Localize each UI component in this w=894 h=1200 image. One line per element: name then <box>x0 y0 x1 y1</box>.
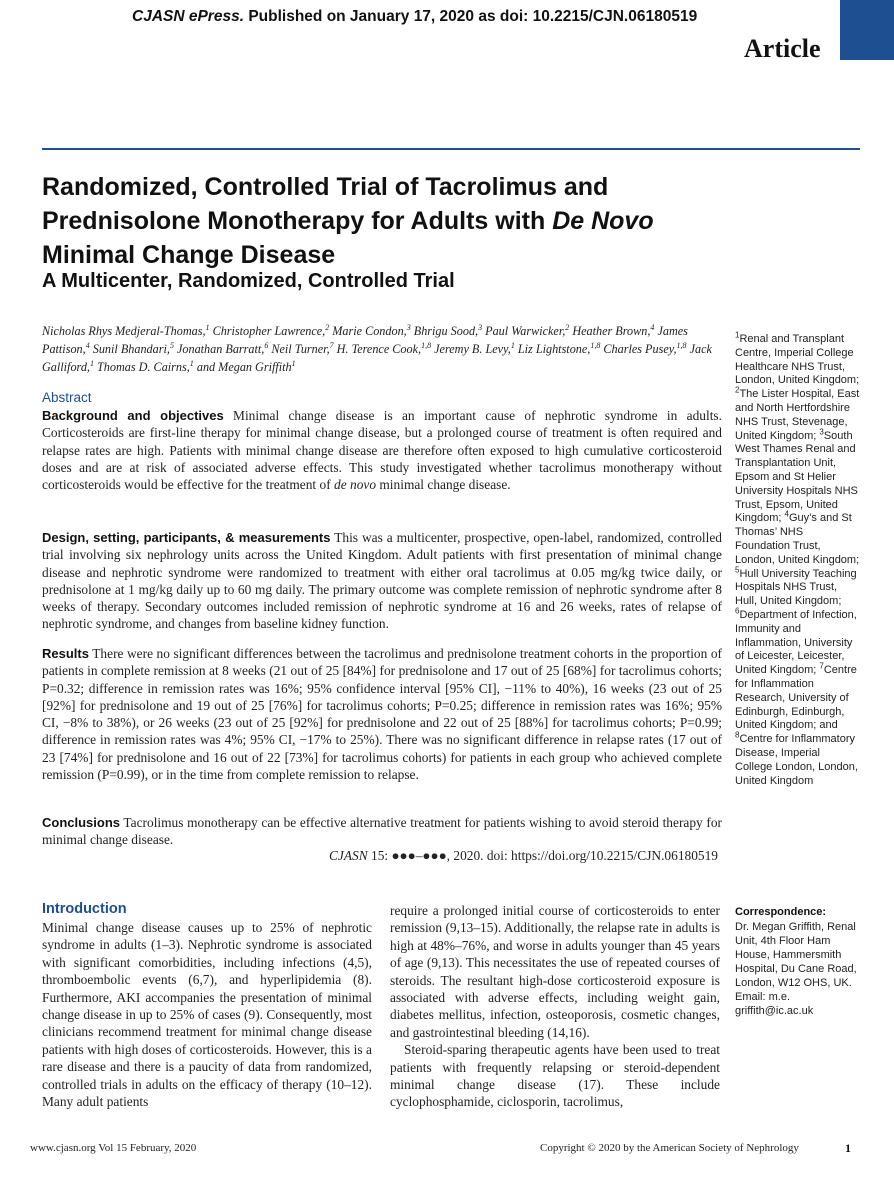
conclusions-text: Tacrolimus monotherapy can be effective alternative treatment for patients wishing to avoid steroid therapy for minimal change disease. <box>42 815 722 848</box>
author-affiliation-number: 1 <box>189 358 194 368</box>
author-name: and Megan Griffith <box>196 360 292 374</box>
epress-journal: CJASN ePress. <box>132 8 245 25</box>
conclusions-label: Conclusions <box>42 815 121 830</box>
citation-journal: CJASN <box>328 848 368 863</box>
page-number: 1 <box>845 1141 851 1155</box>
affiliation-number: 1 <box>735 330 740 340</box>
author-affiliation-number: 1,8 <box>590 340 601 350</box>
intro-col2-paragraph-1: require a prolonged initial course of corticosteroids to enter remission (9,13–15). Additionally, the relapse rate in adults is high at 48%–76%, and worse in adults younger than 45 years of age (9,13). This necessitates the use of repeated courses of steroids. The resultant high-dose corticosteroid exposure is associated with adverse effects, including weight gain, diabetes mellitus, infection, osteoporosis, cosmetic changes, and gastrointestinal bleeding (14,16). <box>390 903 720 1040</box>
author-name: Nicholas Rhys Medjeral-Thomas, <box>42 324 206 338</box>
introduction-heading: Introduction <box>42 901 127 917</box>
footer-journal-info: www.cjasn.org Vol 15 February, 2020 <box>30 1142 197 1154</box>
affiliation-number: 2 <box>735 385 740 395</box>
author-affiliation-number: 7 <box>329 340 334 350</box>
abstract-background <box>42 407 722 493</box>
author-affiliation-number: 1,8 <box>676 340 687 350</box>
header-divider <box>42 148 860 150</box>
intro-column-2 <box>390 902 720 1111</box>
epress-banner <box>132 8 697 26</box>
author-affiliation-number: 4 <box>85 340 90 350</box>
citation-rest: 15: ●●●–●●●, 2020. doi: https://doi.org/10.2215/CJN.06180519 <box>367 848 718 863</box>
background-label: Background and objectives <box>42 408 224 423</box>
intro-col1-paragraph: Minimal change disease causes up to 25% of nephrotic syndrome in adults (1–3). Nephrotic syndrome is associated with significant comorbidities, including infections (4,5), thromboembolic events (6,7), and hyperlipidemia (8). Furthermore, AKI accompanies the presentation of minimal change disease in up to 25% of cases (9). Consequently, most clinicians recommend treatment for minimal change disease patients with high doses of corticosteroids. However, this is a rare disease and there is a paucity of data from randomized, controlled trials in adults on the efficacy of therapy (10–12). Many adult patients <box>42 920 372 1110</box>
abstract-results <box>42 645 722 783</box>
author-name: Sunil Bhandari, <box>92 342 170 356</box>
author-affiliation-number: 6 <box>264 340 269 350</box>
title-line-2 <box>42 204 802 238</box>
design-text: This was a multicenter, prospective, open-label, randomized, controlled trial involving six nephrology units across the United Kingdom. Adult patients with first presentation of minimal change disease and nephrotic syndrome were randomized to treatment with either oral tacrolimus at 0.05 mg/kg twice daily, or prednisolone at 1 mg/kg daily up to 60 mg daily. The primary outcome was complete remission of nephrotic syndrome after 8 weeks of therapy. Secondary outcomes included remission of nephrotic syndrome at 16 and 26 weeks, rates of relapse of nephrotic syndrome, and changes from baseline kidney function. <box>42 530 722 632</box>
affiliation-number: 3 <box>819 426 824 436</box>
author-affiliation-number: 1,8 <box>421 340 432 350</box>
author-affiliation-number: 1 <box>205 322 210 332</box>
affiliation-number: 8 <box>735 730 740 740</box>
title-line-1: Randomized, Controlled Trial of Tacrolimus and <box>42 173 609 201</box>
author-name: Neil Turner, <box>271 342 330 356</box>
abstract-conclusions <box>42 814 722 849</box>
background-text: Minimal change disease is an important cause of nephrotic syndrome in adults. Corticosteroids are first-line therapy for minimal change disease, but a prolonged course of treatment is often required and relapse rates are high. Patients with minimal change disease are therefore often exposed to high cumulative corticosteroid doses and are at risk of associated adverse effects. This study investigated whether tacrolimus monotherapy without corticosteroids would be effective for the treatment of <box>42 408 722 493</box>
affiliation-number: 5 <box>735 564 740 574</box>
author-name: H. Terence Cook, <box>336 342 422 356</box>
author-name: Charles Pusey, <box>603 342 677 356</box>
author-name: Jeremy B. Levy, <box>434 342 511 356</box>
correspondence-text: Dr. Megan Griffith, Renal Unit, 4th Floor Ham House, Hammersmith Hospital, Du Cane Road, London, W12 OHS, UK. Email: m.e. griffith@ic.ac.uk <box>735 921 857 1017</box>
affiliation-text: Centre for Inflammatory Disease, Imperial College London, London, United Kingdom <box>735 733 858 787</box>
author-affiliation-number: 2 <box>565 322 570 332</box>
affiliation-text: Hull University Teaching Hospitals NHS Trust, Hull, United Kingdom; <box>735 567 857 608</box>
section-label: Article <box>744 34 821 63</box>
results-text: There were no significant differences between the tacrolimus and prednisolone treatment cohorts in the proportion of patients in complete remission at 8 weeks (21 out of 25 [84%] for prednisolone and 17 out of 25 [68%] for tacrolimus cohorts; P=0.32; difference in remission rates was 16%; 95% confidence interval [95% CI], −11% to 40%), 16 weeks (23 out of 25 [92%] for prednisolone and 19 out of 25 [76%] for tacrolimus cohorts; P=0.25; difference in remission rates was 16%; 95% CI, −8% to 38%), or 26 weeks (23 out of 25 [92%] for prednisolone and 22 out of 25 [88%] for tacrolimus cohorts; P=0.99; difference in remission rates was 4%; 95% CI, −17% to 25%). There was no significant difference in relapse rates (17 out of 23 [74%] for prednisolone and 16 out of 22 [73%] for tacrolimus cohorts) for patients in each group who achieved complete remission (P=0.99), or in the time from complete remission to relapse. <box>42 646 722 783</box>
author-affiliation-number: 1 <box>89 358 94 368</box>
author-name: Bhrigu Sood, <box>413 324 479 338</box>
title-line-3: Minimal Change Disease <box>42 241 336 269</box>
affiliation-text: Renal and Transplant Centre, Imperial College Healthcare NHS Trust, London, United Kingdom; <box>735 333 860 387</box>
author-list <box>42 322 732 376</box>
author-affiliation-number: 1 <box>510 340 515 350</box>
title-line-2-italic: De Novo <box>552 207 654 235</box>
affiliations <box>735 330 860 788</box>
article-title <box>42 170 802 272</box>
affiliation-text: South West Thames Renal and Transplantation Unit, Epsom and St Helier University Hospitals NHS Trust, Epsom, United Kingdom; <box>735 429 858 525</box>
author-name: James Pattison, <box>42 324 688 356</box>
affiliation-text: Guy’s and St Thomas’ NHS Foundation Trust, London, United Kingdom; <box>735 512 860 566</box>
intro-column-1 <box>42 919 372 1110</box>
author-name: Thomas D. Cairns, <box>97 360 190 374</box>
author-affiliation-number: 1 <box>291 358 296 368</box>
abstract-design <box>42 529 722 633</box>
author-name: Liz Lightstone, <box>517 342 591 356</box>
title-line-2-text: Prednisolone Monotherapy for Adults with <box>42 207 553 235</box>
author-name: Heather Brown, <box>572 324 651 338</box>
intro-col2-paragraph-2: Steroid-sparing therapeutic agents have been used to treat patients with frequently relapsing or steroid-dependent minimal change disease (17). These include cyclophosphamide, ciclosporin, tacrolimus, <box>390 1042 720 1110</box>
affiliation-text: Centre for Inflammation Research, University of Edinburgh, Edinburgh, United Kingdom; and <box>735 664 857 732</box>
author-name: Paul Warwicker, <box>485 324 566 338</box>
author-affiliation-number: 3 <box>478 322 483 332</box>
results-label: Results <box>42 646 89 661</box>
affiliation-number: 6 <box>735 606 740 616</box>
design-label: Design, setting, participants, & measurements <box>42 530 331 545</box>
footer-copyright: Copyright © 2020 by the American Society of Nephrology <box>540 1142 799 1154</box>
author-name: Jack Galliford, <box>42 342 712 374</box>
author-name: Marie Condon, <box>332 324 407 338</box>
article-subtitle: A Multicenter, Randomized, Controlled Trial <box>42 270 455 292</box>
background-italic: de novo <box>334 477 377 493</box>
author-name: Jonathan Barratt, <box>176 342 265 356</box>
author-affiliation-number: 2 <box>325 322 330 332</box>
background-end: minimal change disease. <box>376 477 511 493</box>
correspondence-heading: Correspondence: <box>735 906 827 918</box>
epress-published: Published on January 17, 2020 as doi: 10.2215/CJN.06180519 <box>244 8 698 25</box>
author-affiliation-number: 3 <box>406 322 411 332</box>
author-affiliation-number: 4 <box>650 322 655 332</box>
abstract-heading: Abstract <box>42 390 92 405</box>
affiliation-number: 7 <box>819 661 824 671</box>
affiliation-text: The Lister Hospital, East and North Hertfordshire NHS Trust, Stevenage, United Kingdom; <box>735 388 860 442</box>
affiliation-text: Department of Infection, Immunity and Inflammation, University of Leicester, Leicester, United Kingdom; <box>735 608 857 677</box>
affiliation-number: 4 <box>784 509 789 519</box>
citation-line <box>42 848 718 864</box>
section-color-tab <box>840 0 894 60</box>
author-name: Christopher Lawrence, <box>212 324 326 338</box>
author-affiliation-number: 5 <box>169 340 174 350</box>
